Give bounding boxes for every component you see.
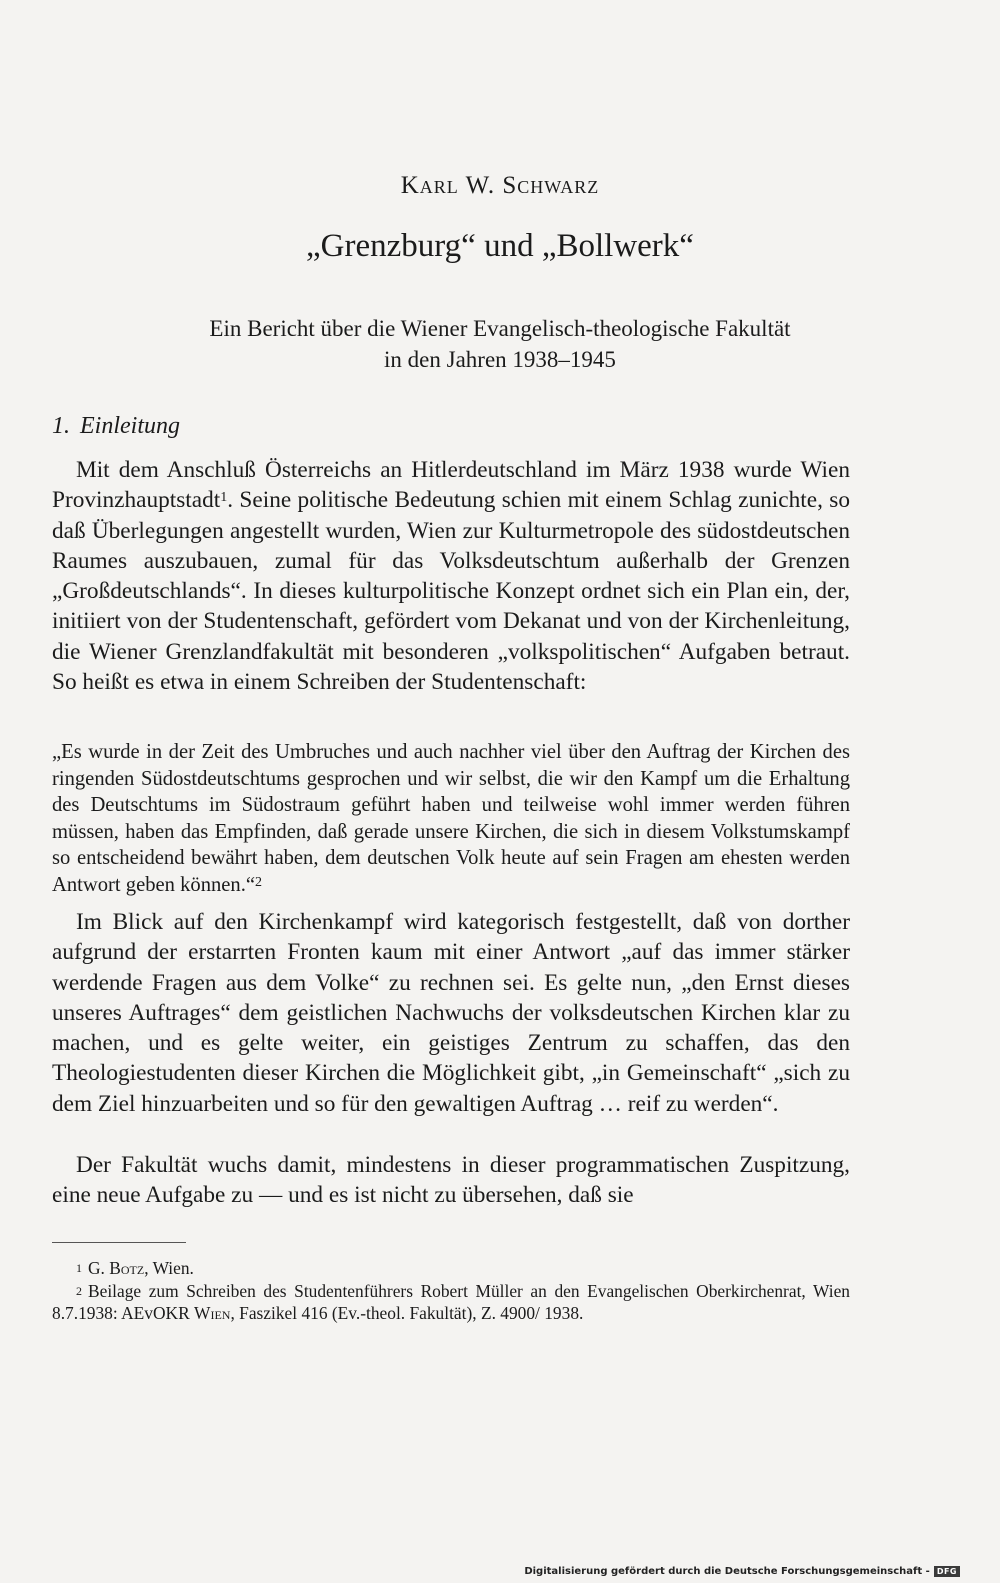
block-quote-text: „Es wurde in der Zeit des Umbruches und auch nachher viel über den Auftrag der Kirchen des ringenden Südostdeutschtums gesprochen und wir selbst, die wir den Kampf um die Erhaltung des Deutschtums im Südostraum geführt haben und teilweise wohl immer werden führen müssen, haben das Empfinden, daß gerade unsere Kirchen, die sich in diesem Volkstumskampf so entscheidend bewährt haben, dem deutschen Volk heute auf sein Fragen am ehesten werden Antwort geben können.“	[52, 741, 850, 896]
footnote-2-text-b: , Faszikel 416 (Ev.-theol. Fakultät), Z. 4900/ 1938.	[230, 1302, 584, 1323]
article-title: „Grenzburg“ und „Bollwerk“	[306, 228, 694, 264]
block-quote	[52, 739, 850, 898]
footnote-1	[52, 1258, 850, 1280]
paragraph-1	[52, 455, 850, 697]
footnote-2-mark: 2	[76, 1284, 82, 1298]
subtitle-line-2: in den Jahren 1938–1945	[384, 347, 616, 372]
digitization-footer	[524, 1566, 960, 1577]
paragraph-3: Der Fakultät wuchs damit, mindestens in dieser programmatischen Zuspitzung, eine neue Aufgabe zu — und es ist nicht zu übersehen, daß sie	[52, 1152, 850, 1209]
section-number: 1.	[52, 413, 70, 439]
footnote-2-text-a: Beilage zum Schreiben des Studentenführers Robert Müller an den Evangelischen Oberkirchenrat, Wien 8.7.1938: AEvOKR	[52, 1281, 850, 1323]
paragraph-1-text-b: . Seine politische Bedeutung schien mit einem Schlag zunichte, so daß Überlegungen angestellt wurden, Wien zur Kulturmetropole des südostdeutschen Raumes auszubauen, zumal für das Volksdeutschtum außerhalb der Grenzen „Großdeutschlands“. In dieses kulturpolitische Konzept ordnet sich ein Plan ein, der, initiiert von der Studentenschaft, gefördert vom Dekanat und von der Kirchenleitung, die Wiener Grenzlandfakultät mit besonderen „volkspolitischen“ Aufgaben betraut. So heißt es etwa in einem Schreiben der Studentenschaft:	[52, 487, 850, 696]
paragraph-2: Im Blick auf den Kirchenkampf wird kategorisch festgestellt, daß von dorther aufgrund der erstarrten Fronten kaum mit einer Antwort „auf das immer stärker werdende Fragen aus dem Volke“ zu rechnen sei. Es gelte nun, „den Ernst dieses unseres Auftrages“ dem geistlichen Nachwuchs der volksdeutschen Kirchen klar zu machen, und es gelte weiter, ein geistiges Zentrum zu schaffen, das den Theologiestudenten dieser Kirchen die Möglichkeit gibt, „in Gemeinschaft“ „sich zu dem Ziel hinzuarbeiten und so für den gewaltigen Auftrag … reif zu werden“.	[52, 909, 850, 1117]
footnote-1-text-a: G.	[88, 1258, 110, 1278]
paragraph-1-text-a: Mit dem Anschluß Österreichs an Hitlerdeutschland im März 1938 wurde Wien Provinzhauptstadt	[52, 457, 850, 514]
section-heading	[52, 413, 180, 440]
footnote-ref-2[interactable]: 2	[255, 874, 263, 890]
subtitle-line-1: Ein Bericht über die Wiener Evangelisch-theologische Fakultät	[209, 316, 791, 341]
article-subtitle	[0, 313, 1000, 375]
article-author: Karl W. Schwarz	[400, 172, 600, 199]
footnote-1-text-b: , Wien.	[144, 1258, 194, 1278]
footer-text: Digitalisierung gefördert durch die Deutsche Forschungsgemeinschaft -	[524, 1566, 930, 1577]
dfg-logo-icon: DFG	[934, 1566, 960, 1577]
footnote-2	[52, 1281, 850, 1324]
footnote-divider	[52, 1242, 186, 1243]
footnote-ref-1[interactable]: 1	[220, 490, 228, 506]
footnote-2-smallcaps: Wien	[194, 1302, 231, 1323]
footnote-1-mark: 1	[76, 1261, 82, 1275]
section-title: Einleitung	[80, 413, 180, 439]
footnote-1-smallcaps: Botz	[109, 1258, 145, 1278]
